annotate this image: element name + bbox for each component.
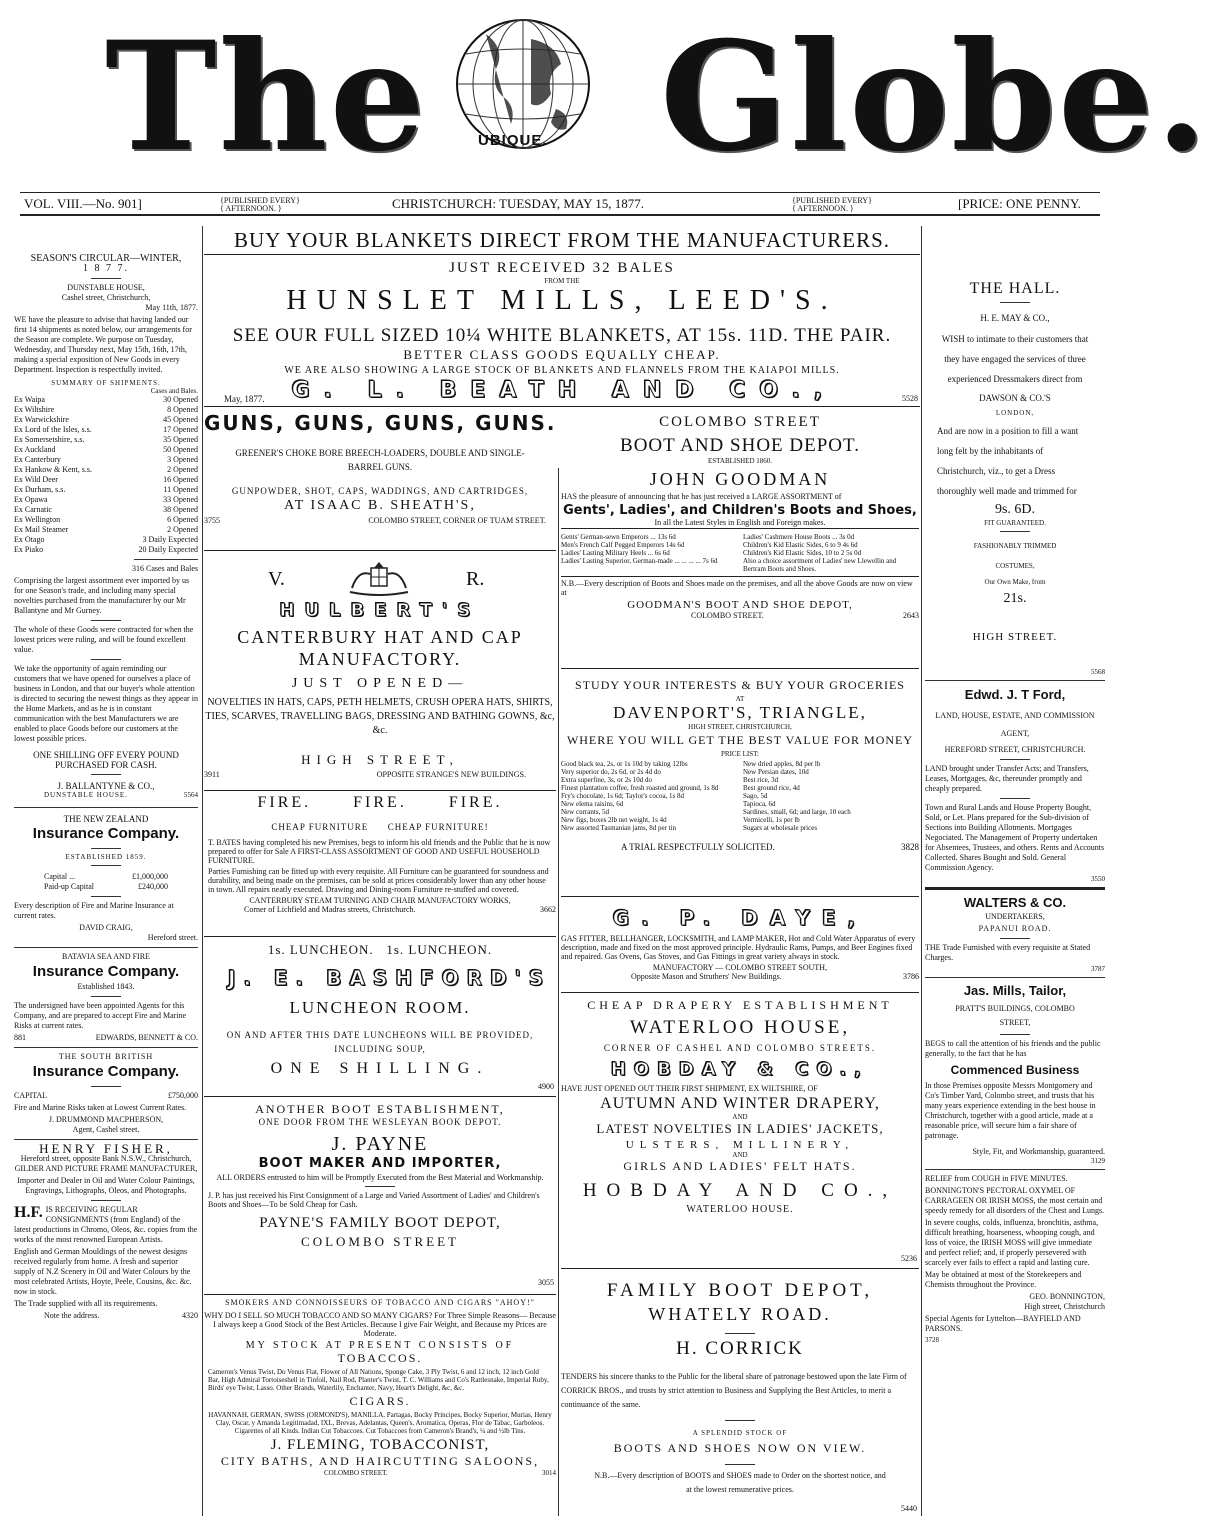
list-item: New figs, boxes 2lb net weight, 1s 4d xyxy=(561,816,667,824)
list-item: Finest plantation coffee, fresh roasted and ground, 1s 8d xyxy=(561,784,719,792)
fleming-cigars: CIGARS. xyxy=(349,1394,411,1408)
whole-text: The whole of these Goods were contracted for when the lowest prices were ruling, and will be found excellent value. xyxy=(14,625,194,654)
left-column xyxy=(14,226,198,1516)
fisher-name: HENRY FISHER, xyxy=(39,1141,173,1156)
south-british-title: THE SOUTH BRITISH xyxy=(58,1052,154,1061)
shipment-ship: Ex Opawa xyxy=(14,495,48,504)
blankets-received: JUST RECEIVED 32 BALES xyxy=(449,260,675,276)
bashford-firm: J. E. BASHFORD'S xyxy=(228,966,552,990)
list-item: Men's French Calf Pegged Emperors 14s 6d xyxy=(561,541,685,549)
cheap-furniture: CHEAP FURNITURE CHEAP FURNITURE! xyxy=(271,822,489,832)
shipment-ship: Ex Wiltshire xyxy=(14,405,55,414)
batavia-established: Established 1843. xyxy=(77,982,135,991)
ford-body: LAND brought under Transfer Acts; and Transfers, Leases, Mortgages, &c, thereunder promptly and cheaply prepared. xyxy=(925,764,1089,793)
fleming-cigar-list: HAVANNAH, GERMAN, SWISS (ORMOND'S), MANILLA, Partagas, Bocky Principes, Bocky Superior, Murias, Henry Clay, Oscar, y Amanda Legitimadad, IXL, Brevas, Adelantas, Queen's, Aromatica, Operas, Flor de Tabac, Garboleos. Cigarettes of all Kinds. Indian Cut Tobaccoes. Cut Tobaccoes from Cameron's Brand's, ¼ and ½lb Tins. xyxy=(208,1411,552,1435)
shipment-ship: Ex Wellington xyxy=(14,515,61,524)
capital-value: £1,000,000 xyxy=(132,872,168,881)
davenport-study: STUDY YOUR INTERESTS & BUY YOUR GROCERIES xyxy=(575,678,905,692)
sb-capital-value: £750,000 xyxy=(168,1091,198,1100)
list-item: Tapioca, 6d xyxy=(743,800,776,808)
shipment-row xyxy=(14,445,198,455)
goodman-ad-number: 2643 xyxy=(903,611,919,620)
fisher-body: Importer and Dealer in Oil and Water Colour Paintings, Engravings, Lithographs, Oleos, and Photographs. xyxy=(17,1176,195,1195)
bonnington-ad-number: 3728 xyxy=(925,1336,939,1344)
masthead-word-globe: Globe. xyxy=(660,9,1210,185)
shipment-qty: 17 Opened xyxy=(163,425,198,434)
published-note-right: {PUBLISHED EVERY} { AFTERNOON. } xyxy=(792,196,872,213)
hf-body-2: English and German Mouldings of the newest designs received regularly from home. A fresh and superior supply of N.Z Scenery in Oil and Water Colours by the most celebrated Artists, Hoyte, Peele, Cousins, &c. &c. now in stock. xyxy=(14,1247,192,1296)
ford-address: HEREFORD STREET, CHRISTCHURCH. xyxy=(944,745,1086,754)
corrick-ad-number: 5440 xyxy=(901,1504,917,1513)
shipment-qty: 16 Opened xyxy=(163,475,198,484)
published-note-left: {PUBLISHED EVERY} { AFTERNOON. } xyxy=(220,196,300,213)
hulbert-opposite: OPPOSITE STRANGE'S NEW BUILDINGS. xyxy=(376,770,526,779)
shipments-list xyxy=(14,395,198,555)
ballantyne-house: DUNSTABLE HOUSE. xyxy=(44,791,128,799)
payne-another: ANOTHER BOOT ESTABLISHMENT, xyxy=(255,1102,505,1116)
shipment-ship: Ex Auckland xyxy=(14,445,56,454)
fleming-ad xyxy=(204,1298,556,1520)
davenport-address: HIGH STREET, CHRISTCHURCH, xyxy=(688,723,792,731)
fire-works: CANTERBURY STEAM TURNING AND CHAIR MANUFACTORY WORKS, xyxy=(249,896,511,905)
shipments-total: 316 Cases and Bales xyxy=(132,564,198,573)
walters-ad-number: 3787 xyxy=(1091,965,1105,973)
circular-intro: WE have the pleasure to advise that having landed our first 14 shipments as noted below, our arrangements for the Season are complete. We purpose on Tuesday, Wednesday, and Thursday next, May 15th, 16th, 17th, making a special exposition of New Goods in every Department. Inspection is respectfully invited. xyxy=(14,315,192,374)
fire-ad-number: 3662 xyxy=(540,905,556,914)
bonnington-address: High street, Christchurch xyxy=(1024,1302,1105,1311)
daye-ad-number: 3786 xyxy=(903,972,919,981)
hobday-autumn: AUTUMN AND WINTER DRAPERY, xyxy=(600,1095,880,1112)
paid-capital-label: Paid-up Capital xyxy=(44,882,94,891)
mills-address: PRATT'S BUILDINGS, COLOMBO STREET, xyxy=(955,1004,1075,1027)
shipment-ship: Ex Warwickshire xyxy=(14,415,69,424)
corrick-whately: WHATELY ROAD. xyxy=(648,1304,832,1324)
fisher-trade: GILDER AND PICTURE FRAME MANUFACTURER, xyxy=(14,1164,198,1173)
corrick-view: BOOTS AND SHOES NOW ON VIEW. xyxy=(613,1441,867,1455)
fashion-costumes: FASHIONABLY TRIMMED COSTUMES, xyxy=(973,542,1057,570)
list-item: Vermicelli, 1s per lb xyxy=(743,816,800,824)
london: LONDON, xyxy=(995,409,1035,417)
goodman-has: HAS the pleasure of announcing that he has just received a LARGE ASSORTMENT of xyxy=(561,492,842,501)
davenport-ad-number: 3828 xyxy=(901,842,919,852)
batavia-body: The undersigned have been appointed Agents for this Company, and are prepared to accept Fire and Marine Risks at current rates. xyxy=(14,1001,187,1030)
shipment-row xyxy=(14,535,198,545)
list-item: Best rice, 3d xyxy=(743,776,779,784)
shipment-qty: 30 Opened xyxy=(163,395,198,404)
fleming-stock: MY STOCK AT PRESENT CONSISTS OF xyxy=(245,1340,515,1351)
nz-established: ESTABLISHED 1859. xyxy=(65,853,147,861)
guns-headline: GUNS, GUNS, GUNS, GUNS. xyxy=(204,411,557,435)
shipment-qty: 38 Opened xyxy=(163,505,198,514)
corrick-name: H. CORRICK xyxy=(676,1338,804,1359)
shipment-qty: 3 Daily Expected xyxy=(142,535,198,544)
davenport-at: AT xyxy=(735,695,745,703)
goodman-established: ESTABLISHED 1860. xyxy=(708,457,772,465)
shipment-row xyxy=(14,465,198,475)
hobday-corner: CORNER OF CASHEL AND COLOMBO STREETS. xyxy=(603,1043,877,1053)
waterloo-house: WATERLOO HOUSE, xyxy=(629,1017,851,1038)
shipment-row xyxy=(14,495,198,505)
payne-depot: PAYNE'S FAMILY BOOT DEPOT, xyxy=(259,1215,501,1231)
luncheon-ad xyxy=(204,940,556,1098)
shipment-qty: 6 Opened xyxy=(167,515,198,524)
blankets-headline: BUY YOUR BLANKETS DIRECT FROM THE MANUFACTURERS. xyxy=(233,228,891,252)
circular-date: May 11th, 1877. xyxy=(145,303,198,312)
corrick-nb: N.B.—Every description of BOOTS and SHOES made to Order on the shortest notice, and at the lowest remunerative prices. xyxy=(594,1471,886,1494)
hobday-name-2: HOBDAY AND CO., xyxy=(582,1180,898,1201)
list-item: Fry's chocolate, 1s 6d; Taylor's cocoa, 1s 8d xyxy=(561,792,685,800)
blankets-ad-number: 5528 xyxy=(902,394,918,403)
payne-street: COLOMBO STREET xyxy=(301,1234,459,1249)
list-item: Sago, 5d xyxy=(743,792,768,800)
shipment-row xyxy=(14,525,198,535)
column-rule xyxy=(921,226,922,1516)
shipment-qty: 50 Opened xyxy=(163,445,198,454)
shipment-row xyxy=(14,515,198,525)
luncheon-body: ON AND AFTER THIS DATE LUNCHEONS WILL BE PROVIDED, INCLUDING SOUP, xyxy=(226,1030,534,1054)
shipment-row xyxy=(14,545,198,555)
hobday-and: AND xyxy=(732,1113,748,1121)
goodman-right-list xyxy=(743,533,919,573)
ford-ad-number: 3550 xyxy=(1091,875,1105,883)
shipment-ship: Ex Waipa xyxy=(14,395,45,404)
davenport-right-list xyxy=(743,760,919,832)
luncheon-top: 1s. LUNCHEON. 1s. LUNCHEON. xyxy=(267,942,493,957)
shipment-ship: Ex Piako xyxy=(14,545,44,554)
column-rule xyxy=(558,468,559,1516)
list-item: Ladies' Lasting Superior, German-made ... ... ... ... 7s 6d xyxy=(561,557,718,565)
shipment-row xyxy=(14,485,198,495)
blankets-date: May, 1877. xyxy=(224,394,265,404)
shipment-qty: 33 Opened xyxy=(163,495,198,504)
walters-name: WALTERS & CO. xyxy=(963,895,1067,910)
mills-style: Style, Fit, and Workmanship, guaranteed. xyxy=(972,1147,1105,1156)
payne-ad-number: 3055 xyxy=(538,1278,554,1287)
goodman-gents: Gents', Ladies', and Children's Boots and Shoes, xyxy=(563,503,917,518)
batavia-heading: Insurance Company. xyxy=(32,963,180,980)
list-item: Ladies' Lasting Military Heels ... 6s 6d xyxy=(561,549,670,557)
fire-address: Corner of Lichfield and Madras streets, Christchurch. xyxy=(244,905,416,914)
high-street: HIGH STREET. xyxy=(972,631,1058,643)
corrick-family: FAMILY BOOT DEPOT, xyxy=(606,1280,874,1301)
dunstable-address: Cashel street, Christchurch, xyxy=(61,293,151,302)
walters-undertakers: UNDERTAKERS, xyxy=(985,912,1045,921)
hulbert-ad-number: 3911 xyxy=(204,770,220,779)
list-item: Sugars at wholesale prices xyxy=(743,824,818,832)
goodman-ad xyxy=(561,410,919,672)
shipment-ship: Ex Mail Steamer xyxy=(14,525,69,534)
shipment-ship: Ex Carnatic xyxy=(14,505,52,514)
shipment-ship: Ex Lord of the Isles, s.s. xyxy=(14,425,92,434)
shipment-qty: 20 Daily Expected xyxy=(138,545,198,554)
goodman-nb: N.B.—Every description of Boots and Shoes made on the premises, and all the above Goods are now on view at xyxy=(561,579,913,597)
greener-guns: GREENER'S CHOKE BORE BREECH-LOADERS, DOUBLE AND SINGLE-BARREL GUNS. xyxy=(235,448,525,472)
nz-agent: DAVID CRAIG, xyxy=(79,923,133,932)
hall-ad-number: 5568 xyxy=(1091,668,1105,676)
hulbert-r: R. xyxy=(466,568,485,590)
corrick-ad xyxy=(561,1274,919,1520)
davenport-ad xyxy=(561,674,919,900)
batavia-title: BATAVIA SEA AND FIRE xyxy=(62,952,150,961)
list-item: New dried apples, 8d per lb xyxy=(743,760,821,768)
beath-firm: G. L. BEATH AND CO., xyxy=(291,378,837,403)
list-item: Best ground rice, 4d xyxy=(743,784,800,792)
shipment-qty: 8 Opened xyxy=(167,405,198,414)
shipment-row xyxy=(14,505,198,515)
hobday-name: HOBDAY & CO., xyxy=(610,1059,870,1080)
list-item: Children's Kid Elastic Sides, 10 to 2 5s 0d xyxy=(743,549,862,557)
mills-ad-number: 3129 xyxy=(1091,1157,1105,1165)
costume-price: 21s. xyxy=(1003,591,1027,606)
shipment-ship: Ex Canterbury xyxy=(14,455,61,464)
shilling-off: ONE SHILLING OFF EVERY POUND PURCHASED FOR CASH. xyxy=(33,750,179,770)
mills-begs: BEGS to call the attention of his friends and the public generally, to the fact that he has xyxy=(925,1039,1101,1058)
mills-name: Jas. Mills, Tailor, xyxy=(963,983,1067,998)
bonnington-body-2: In severe coughs, colds, influenza, bronchitis, asthma, difficult breathing, hoarseness, whooping cough, and loss of voice, the IRISH MOSS will give immediate and perfect relief; and, if properly persevered with scarcely ever fails to effect a rapid and lasting cure. xyxy=(925,1218,1099,1267)
mills-body: In those Premises opposite Messrs Montgomery and Co's Timber Yard, Colombo street, and trusts that his many years experience extending in the best house in Christchurch, together with a good article, made at a reasonable price, will secure him a fair share of patronage. xyxy=(925,1081,1096,1140)
fire-headline: FIRE. FIRE. FIRE. xyxy=(257,794,503,811)
bonnington-body-3: May be obtained at most of the Storekeepers and Chemists throughout the Province. xyxy=(925,1270,1082,1289)
fire-body-2: Parties Furnishing can be fitted up with every requisite. All Furniture can be guaranteed for soundness and durability, and being made on the premises, can be sold at prices considerably lower than any other house in town. All repairs neatly executed. Drawing and Dining-room Furniture re-stuffed and covered. xyxy=(208,867,549,894)
luncheon-price: ONE SHILLING. xyxy=(270,1060,490,1077)
hobday-latest: LATEST NOVELTIES IN LADIES' JACKETS, xyxy=(596,1121,884,1136)
goodman-name: JOHN GOODMAN xyxy=(649,469,831,489)
masthead xyxy=(0,0,1210,192)
fleming-name: J. FLEMING, TOBACCONIST, xyxy=(270,1437,490,1453)
fleming-smokers: SMOKERS AND CONNOISSEURS OF TOBACCO AND CIGARS "AHOY!" xyxy=(225,1298,535,1307)
nz-insurance-heading: Insurance Company. xyxy=(32,825,180,842)
payne-ad xyxy=(204,1100,556,1296)
sb-capital-label: CAPITAL xyxy=(14,1091,48,1100)
daye-ad xyxy=(561,902,919,994)
batavia-agent: EDWARDS, BENNETT & CO. xyxy=(95,1033,198,1042)
just-opened: JUST OPENED— xyxy=(291,676,469,691)
fleming-ad-number: 3014 xyxy=(542,1469,556,1477)
luncheon-ad-number: 4900 xyxy=(538,1082,554,1091)
nz-agent-address: Hereford street. xyxy=(147,933,198,942)
ford-trade: LAND, HOUSE, ESTATE, AND COMMISSION AGENT, xyxy=(935,711,1095,738)
fleming-tobaccos: TOBACCOS. xyxy=(337,1351,423,1365)
masthead-word-the: The xyxy=(105,9,428,185)
fleming-street: COLOMBO STREET. xyxy=(324,1469,388,1477)
davenport-trial: A TRIAL RESPECTFULLY SOLICITED. xyxy=(621,842,775,852)
blankets-see: SEE OUR FULL SIZED 10¼ WHITE BLANKETS, AT 15s. 11D. THE PAIR. xyxy=(232,325,892,346)
goodman-left-list xyxy=(561,533,737,573)
list-item: Children's Kid Elastic Sides, 6 to 9 4s 6d xyxy=(743,541,858,549)
shipment-row xyxy=(14,425,198,435)
shipment-ship: Ex Durham, s.s. xyxy=(14,485,66,494)
hf-body-3: The Trade supplied with all its requirements. xyxy=(14,1299,158,1308)
hulbert-title: CANTERBURY HAT AND CAP MANUFACTORY. xyxy=(237,627,523,669)
season-title: SEASON'S CIRCULAR—WINTER, xyxy=(30,253,182,264)
nz-body: Every description of Fire and Marine Insurance at current rates. xyxy=(14,901,174,920)
shipment-row xyxy=(14,415,198,425)
paid-capital-value: £240,000 xyxy=(138,882,168,891)
goodman-depot: BOOT AND SHOE DEPOT. xyxy=(620,435,860,456)
daye-factory: MANUFACTORY — COLOMBO STREET SOUTH, xyxy=(652,963,828,972)
batavia-ad-number: 881 xyxy=(14,1033,26,1042)
relief-heading: RELIEF from COUGH in FIVE MINUTES. xyxy=(925,1174,1068,1183)
payne-name: J. PAYNE xyxy=(331,1133,429,1155)
hulbert-name: HULBERT'S xyxy=(279,600,481,621)
payne-received: J. P. has just received his First Consignment of a Large and Varied Assortment of Ladies' and Children's Boots and Shoes—To be Sold Cheap for Cash. xyxy=(208,1191,540,1209)
sb-agent-address: Agent, Cashel street. xyxy=(72,1125,140,1134)
fisher-address: Hereford street, opposite Bank N.S.W., Christchurch, xyxy=(20,1154,192,1163)
corrick-body: TENDERS his sincere thanks to the Public for the liberal share of patronage bestowed upon the late Firm of CORRICK BROS., and trusts by strict attention to Business and Supplying the Best Articles, to merit a continuance of the same. xyxy=(561,1372,907,1409)
summary-title: SUMMARY OF SHIPMENTS. xyxy=(51,379,161,387)
blankets-better: BETTER CLASS GOODS EQUALLY CHEAP. xyxy=(403,347,721,362)
hobday-cheap: CHEAP DRAPERY ESTABLISHMENT xyxy=(587,998,893,1012)
hf-initials: H.F. xyxy=(14,1204,43,1221)
list-item: Extra superfine, 3s, or 2s 10d do xyxy=(561,776,652,784)
right-column xyxy=(925,226,1105,1516)
dateline xyxy=(20,192,1100,216)
hf-body: IS RECEIVING REGULAR CONSIGNMENTS (from England) of the latest productions in Chromo, Oleos, &c. copies from the works of the most renowned European Artists. xyxy=(14,1205,198,1244)
shipment-row xyxy=(14,405,198,415)
fire-body: T. BATES having completed his new Premises, begs to inform his old friends and the Public that he is now prepared to offer for Sale A FIRST-CLASS ASSORTMENT OF GOOD AND USEFUL HOUSEHOLD FURNITURE. xyxy=(208,838,551,865)
royal-crest-icon xyxy=(344,558,414,598)
ford-name: Edwd. J. T Ford, xyxy=(964,687,1066,702)
payne-orders: ALL ORDERS entrusted to him will be Promptly Executed from the Best Material and Workmanship. xyxy=(216,1173,544,1182)
season-year: 1 8 7 7. xyxy=(83,263,129,274)
ballantyne-signature: J. BALLANTYNE & CO., xyxy=(57,781,155,791)
hall-position: And are now in a position to fill a want long felt by the inhabitants of Christchurch, viz., to get a Dress thoroughly well made and trimmed for xyxy=(937,426,1079,496)
shipment-qty: 3 Opened xyxy=(167,455,198,464)
list-item: New Persian dates, 10d xyxy=(743,768,809,776)
own-make: Our Own Make, from xyxy=(984,578,1046,586)
fit-guaranteed: FIT GUARANTEED. xyxy=(984,519,1046,527)
hobday-girls: GIRLS AND LADIES' FELT HATS. xyxy=(623,1159,857,1173)
bonnington-signature: GEO. BONNINGTON, xyxy=(1029,1292,1105,1301)
masthead-motto: UBIQUE. xyxy=(478,132,548,149)
dunstable-house: DUNSTABLE HOUSE, xyxy=(67,283,145,292)
the-hall-heading: THE HALL. xyxy=(969,280,1061,297)
price: [PRICE: ONE PENNY. xyxy=(958,196,1081,211)
blankets-also: WE ARE ALSO SHOWING A LARGE STOCK OF BLANKETS AND FLANNELS FROM THE KAIAPOI MILLS. xyxy=(284,365,840,376)
south-british-heading: Insurance Company. xyxy=(32,1063,180,1080)
guns-ad-number: 3755 xyxy=(204,516,220,525)
shipment-qty: 2 Opened xyxy=(167,465,198,474)
hulbert-v: V. xyxy=(268,568,285,590)
goodman-depot-2: GOODMAN'S BOOT AND SHOE DEPOT, xyxy=(627,599,853,611)
hobday-ad xyxy=(561,996,919,1272)
list-item: Gents' German-sewn Emperors ... 13s 6d xyxy=(561,533,676,541)
hulbert-body: NOVELTIES IN HATS, CAPS, PETH HELMETS, CRUSH OPERA HATS, SHIRTS, TIES, SCARVES, TRAVELLING BAGS, DRESSING AND BATHING GOWNS, &c, &c. xyxy=(205,697,555,736)
dress-price: 9s. 6D. xyxy=(994,502,1036,517)
payne-door: ONE DOOR FROM THE WESLEYAN BOOK DEPOT. xyxy=(258,1117,502,1127)
hobday-and-2: AND xyxy=(732,1151,748,1159)
list-item: New assorted Tasmanian jams, 8d per tin xyxy=(561,824,677,832)
goodman-street: COLOMBO STREET xyxy=(659,414,821,430)
shipment-qty: 35 Opened xyxy=(163,435,198,444)
dawson: DAWSON & CO.'S xyxy=(979,393,1051,403)
list-item: New currants, 5d xyxy=(561,808,610,816)
goodman-street-2: COLOMBO STREET. xyxy=(691,611,764,620)
goodman-styles: In all the Latest Styles in English and Foreign makes. xyxy=(654,518,826,527)
daye-name: G. P. DAYE, xyxy=(612,906,868,930)
commenced-business: Commenced Business xyxy=(950,1063,1080,1077)
summary-header: Cases and Bales. xyxy=(150,387,198,395)
list-item: Good black tea, 2s, or 1s 10d by taking 12lbs xyxy=(561,760,688,768)
shipment-ship: Ex Wild Deer xyxy=(14,475,58,484)
guns-ad xyxy=(204,410,556,554)
hulbert-ad xyxy=(204,556,556,784)
hobday-ulsters: ULSTERS, MILLINERY, xyxy=(625,1139,855,1151)
hobday-have: HAVE JUST OPENED OUT THEIR FIRST SHIPMENT, EX WILTSHIRE, OF xyxy=(561,1084,818,1093)
hulbert-high-street: HIGH STREET, xyxy=(301,752,459,767)
list-item: Sardines, small, 6d; and large, 10 each xyxy=(743,808,851,816)
blankets-from: FROM THE xyxy=(544,277,580,285)
list-item: Very superior do, 2s 6d, or 2s 4d do xyxy=(561,768,661,776)
fleming-baths: CITY BATHS, AND HAIRCUTTING SALOONS, xyxy=(220,1454,540,1468)
payne-trade: BOOT MAKER AND IMPORTER, xyxy=(258,1156,502,1171)
isaac-sheath: AT ISAAC B. SHEATH'S, xyxy=(284,498,476,513)
comprising-text: Comprising the largest assortment ever imported by us for one Season's trade, and including many special novelties purchased from the manufacturer by our Mr Ballantyne and Mr Gurney. xyxy=(14,576,190,615)
column-rule xyxy=(202,226,203,1516)
volume-number: VOL. VIII.—No. 901] xyxy=(24,196,142,211)
shipment-ship: Ex Somersetshire, s.s. xyxy=(14,435,85,444)
walters-address: PAPANUI ROAD. xyxy=(978,924,1052,933)
corrick-splendid: A SPLENDID STOCK OF xyxy=(692,1429,788,1437)
capital-label: Capital ... xyxy=(44,872,76,881)
city-date: CHRISTCHURCH: TUESDAY, MAY 15, 1877. xyxy=(392,196,644,211)
bonnington-body: BONNINGTON'S PECTORAL OXYMEL OF CARRAGEEN OR IRISH MOSS, the most certain and speedy remedy for all disorders of the Chest and Lungs. xyxy=(925,1186,1105,1215)
davenport-left-list xyxy=(561,760,737,832)
hobday-ad-number: 5236 xyxy=(901,1254,917,1263)
hf-note: Note the address. xyxy=(44,1311,100,1320)
shipment-ship: Ex Hankow & Kent, s.s. xyxy=(14,465,92,474)
shipment-ship: Ex Otago xyxy=(14,535,45,544)
gunpowder: GUNPOWDER, SHOT, CAPS, WADDINGS, AND CARTRIDGES, xyxy=(231,486,529,496)
lyttelton-agents: Special Agents for Lyttelton—BAYFIELD AND PARSONS. xyxy=(925,1314,1081,1333)
fleming-why: WHY DO I SELL SO MUCH TOBACCO AND SO MANY CIGARS? For Three Simple Reasons— Because I always keep a Good Stock of the Best Articles. Because I give Fair Weight, and Because my Prices are Moderate. xyxy=(204,1311,556,1338)
sb-agent: J. DRUMMOND MACPHERSON, xyxy=(48,1115,164,1124)
hall-wish: WISH to intimate to their customers that they have engaged the services of three experienced Dressmakers direct from xyxy=(941,334,1089,384)
guns-address: COLOMBO STREET, CORNER OF TUAM STREET. xyxy=(368,516,546,525)
shipment-qty: 45 Opened xyxy=(163,415,198,424)
shipment-row xyxy=(14,455,198,465)
fleming-tobacco-list: Cameron's Venus Twist, Do Venus Flat, Flower of All Nations, Sponge Cake, 3 Ply Twist, 6 and 12 inch, 12 inch Gold Bar, High Admiral Tortoiseshell in Tinfoil, Nail Rod, Planter's Twist, T. C. Williams and Co's Rattlesnake, Imperial Ruby, Birds' eye Twist, Lasso. Other Brands, Waterlily, Enchanter, Navy, Heart's Delight, &c, &c. xyxy=(208,1368,549,1392)
hf-ad-number: 4320 xyxy=(182,1311,198,1320)
shipment-row xyxy=(14,475,198,485)
hobday-house: WATERLOO HOUSE. xyxy=(686,1204,794,1215)
nz-insurance-title: THE NEW ZEALAND xyxy=(63,814,149,824)
list-item: New elema raisins, 6d xyxy=(561,800,624,808)
davenport-where: WHERE YOU WILL GET THE BEST VALUE FOR MONEY xyxy=(566,733,914,747)
remind-text: We take the opportunity of again reminding our customers that we have opened for ourselves a place of business in London, and that our buyer's whole attention is directed to securing the newest things as they appear in the Home Markets, and as he is in constant communication with the best Manufacturers we are enabled to place Goods before our customers at the lowest possible prices. xyxy=(14,664,198,743)
may-firm: H. E. MAY & CO., xyxy=(980,313,1050,323)
shipment-qty: 2 Opened xyxy=(167,525,198,534)
fire-ad xyxy=(204,790,556,938)
list-item: Ladies' Cashmere House Boots ... 3s 0d xyxy=(743,533,855,541)
shipment-row xyxy=(14,395,198,405)
list-item: Also a choice assortment of Ladies' new Llewellin and Bertram Boots and Shoes. xyxy=(743,557,897,573)
daye-opposite: Opposite Mason and Struthers' New Buildings. xyxy=(631,972,782,981)
ballantyne-ad-number: 5564 xyxy=(184,791,198,799)
ford-body-2: Town and Rural Lands and House Property Bought, Sold, or Let. Plans prepared for the Sub-division of Sections into Building Allotments. Mortgages Negociated. The Management of Property undertaken for Absentees, Trustees, and others. Rents and Accounts Collected. Shares Bought and Sold. General Commission Agency. xyxy=(925,803,1105,872)
sb-body: Fire and Marine Risks taken at Lowest Current Rates. xyxy=(14,1103,187,1112)
davenport-price-list: PRICE LIST: xyxy=(721,750,759,758)
shipment-qty: 11 Opened xyxy=(163,485,198,494)
hunslet-mills: HUNSLET MILLS, LEED'S. xyxy=(286,285,838,316)
walters-body: THE Trade Furnished with every requisite at Stated Charges. xyxy=(925,943,1091,962)
davenport-name: DAVENPORT'S, TRIANGLE, xyxy=(613,703,867,722)
luncheon-room: LUNCHEON ROOM. xyxy=(289,998,471,1017)
daye-body: GAS FITTER, BELLHANGER, LOCKSMITH, and LAMP MAKER, Hot and Cold Water Apparatus of every description, made and fixed on the most approved principle. Hydraulic Rams, Pumps, and Beer Engines fixed and repaired. Gas Ovens, Gas Stoves, and Gas Fittings in great variety always in stock. xyxy=(561,934,916,961)
shipment-row xyxy=(14,435,198,445)
